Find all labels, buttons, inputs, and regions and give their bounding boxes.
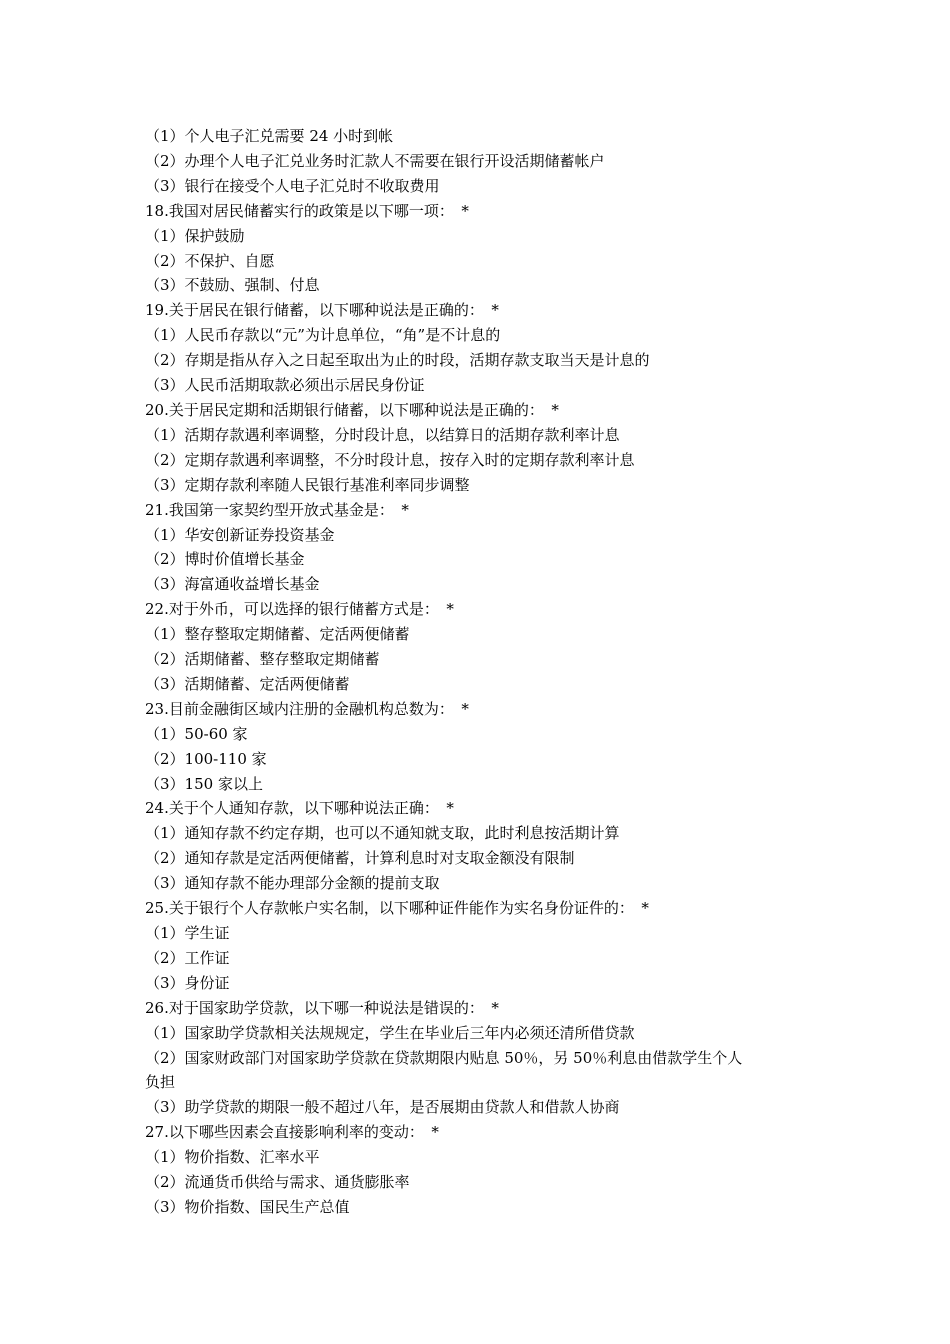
question-text: 26.对于国家助学贷款，以下哪一种说法是错误的： * [145, 998, 499, 1017]
question-text: 18.我国对居民储蓄实行的政策是以下哪一项： * [145, 201, 469, 220]
text-line: （1）50-60 家 [145, 724, 248, 743]
text-line: （1）华安创新证券投资基金 [145, 525, 335, 544]
question-text: 24.关于个人通知存款，以下哪种说法正确： * [145, 799, 454, 818]
text-line: （3）150 家以上 [145, 774, 263, 793]
text-line: （2）不保护、自愿 [145, 251, 275, 270]
text-line: （2）流通货币供给与需求、通货膨胀率 [145, 1173, 410, 1192]
text-line: （3）海富通收益增长基金 [145, 575, 320, 594]
text-line: （2）100-110 家 [145, 749, 267, 768]
question-text: 23.目前金融街区域内注册的金融机构总数为： * [145, 699, 469, 718]
text-line: （2）通知存款是定活两便储蓄，计算利息时对支取金额没有限制 [145, 849, 575, 868]
text-line: （3）人民币活期取款必须出示居民身份证 [145, 376, 425, 395]
text-line: （3）定期存款利率随人民银行基准利率同步调整 [145, 475, 470, 494]
text-line: （1）学生证 [145, 924, 230, 942]
text-line: （1）保护鼓励 [145, 226, 245, 245]
text-line: （1）通知存款不约定存期，也可以不通知就支取，此时利息按活期计算 [145, 824, 620, 843]
text-line: （2）定期存款遇利率调整，不分时段计息，按存入时的定期存款利率计息 [145, 450, 635, 469]
text-line: （3）银行在接受个人电子汇兑时不收取费用 [145, 176, 440, 195]
question-text: 22.对于外币，可以选择的银行储蓄方式是： * [145, 600, 454, 619]
text-line: （2）存期是指从存入之日起至取出为止的时段，活期存款支取当天是计息的 [145, 351, 650, 370]
text-line: （1）整存整取定期储蓄、定活两便储蓄 [145, 625, 410, 644]
question-text: 25.关于银行个人存款帐户实名制，以下哪种证件能作为实名身份证件的： * [145, 899, 649, 918]
text-line: （1）国家助学贷款相关法规规定，学生在毕业后三年内必须还清所借贷款 [145, 1023, 635, 1042]
text-line: （3）通知存款不能办理部分金额的提前支取 [145, 874, 440, 893]
text-line: （1）个人电子汇兑需要 24 小时到帐 [145, 127, 394, 145]
text-line: 负担 [145, 1073, 176, 1092]
text-line: （3）物价指数、国民生产总值 [145, 1197, 350, 1216]
text-line: （3）活期储蓄、定活两便储蓄 [145, 674, 350, 693]
text-line: （2）工作证 [145, 948, 230, 967]
text-line: （1）物价指数、汇率水平 [145, 1148, 320, 1167]
document-body [145, 124, 815, 1220]
text-line: （2）博时价值增长基金 [145, 550, 305, 569]
text-line: （3）身份证 [145, 973, 230, 992]
question-text: 21.我国第一家契约型开放式基金是： * [145, 500, 409, 519]
text-line: （1）人民币存款以“元”为计息单位，“角”是不计息的 [145, 326, 501, 345]
text-line: （2）活期储蓄、整存整取定期储蓄 [145, 650, 380, 669]
text-line: （2）国家财政部门对国家助学贷款在贷款期限内贴息 50％，另 50％利息由借款学生个人 [145, 1048, 743, 1067]
text-line: （3）助学贷款的期限一般不超过八年，是否展期由贷款人和借款人协商 [145, 1098, 620, 1117]
text-line: （2）办理个人电子汇兑业务时汇款人不需要在银行开设活期储蓄帐户 [145, 151, 605, 170]
text-line: （1）活期存款遇利率调整，分时段计息，以结算日的活期存款利率计息 [145, 425, 620, 444]
question-text: 19.关于居民在银行储蓄，以下哪种说法是正确的： * [145, 301, 499, 320]
question-text: 20.关于居民定期和活期银行储蓄，以下哪种说法是正确的： * [145, 400, 559, 419]
text-line: （3）不鼓励、强制、付息 [145, 276, 320, 295]
question-text: 27.以下哪些因素会直接影响利率的变动： * [145, 1123, 439, 1142]
